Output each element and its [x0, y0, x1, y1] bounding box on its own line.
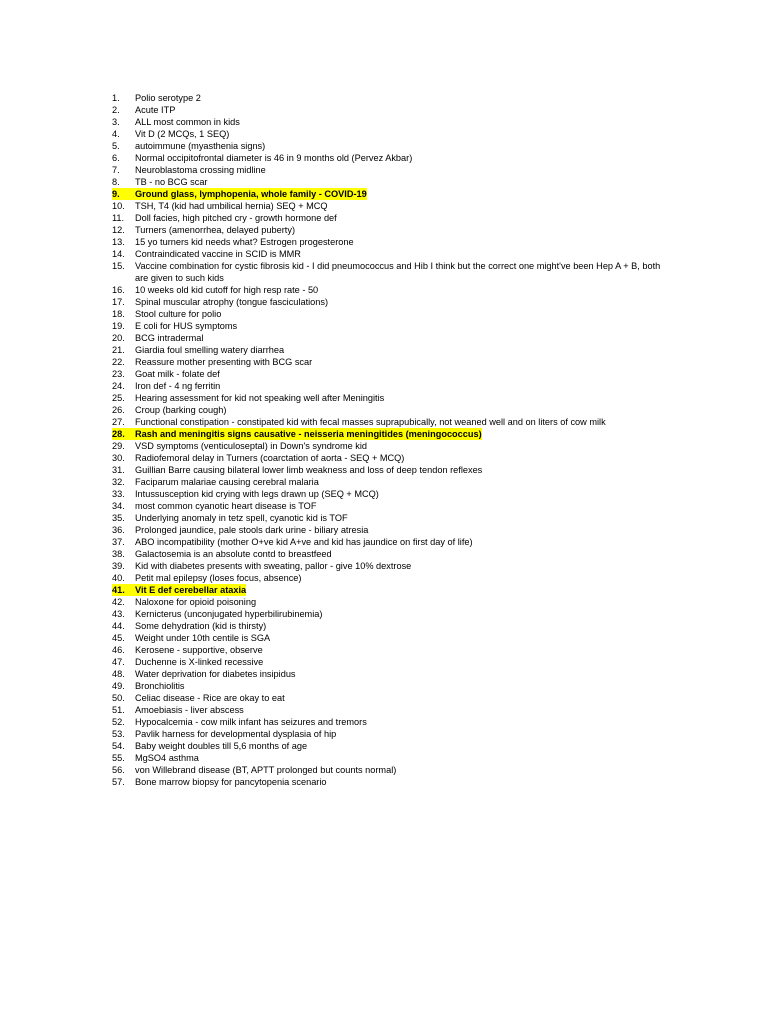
- list-item-number: 41.: [112, 584, 135, 596]
- list-item-text: Spinal muscular atrophy (tongue fasciculations): [135, 297, 329, 307]
- list-item-number: 17.: [112, 297, 125, 307]
- list-item: [112, 236, 672, 248]
- list-item-number: 32.: [112, 477, 125, 487]
- list-item: [112, 464, 672, 476]
- list-item: [112, 404, 672, 416]
- list-item: [112, 596, 672, 608]
- list-item-text: ABO incompatibility (mother O+ve kid A+ve and kid has jaundice on first day of life): [135, 537, 473, 547]
- list-item-text: Hypocalcemia - cow milk infant has seizures and tremors: [135, 717, 367, 727]
- list-item: [112, 620, 672, 632]
- list-item-text: BCG intradermal: [135, 333, 204, 343]
- list-item-text: Hearing assessment for kid not speaking well after Meningitis: [135, 393, 385, 403]
- list-item-number: 29.: [112, 441, 125, 451]
- list-item-text: Celiac disease - Rice are okay to eat: [135, 693, 285, 703]
- list-item: [112, 260, 672, 284]
- list-item-text: Naloxone for opioid poisoning: [135, 597, 257, 607]
- list-item-text: TSH, T4 (kid had umbilical hernia) SEQ + MCQ: [135, 201, 328, 211]
- list-item-text: Intussusception kid crying with legs drawn up (SEQ + MCQ): [135, 489, 379, 499]
- list-item-number: 57.: [112, 777, 125, 787]
- list-item-number: 6.: [112, 153, 120, 163]
- list-item: [112, 476, 672, 488]
- list-item-number: 3.: [112, 117, 120, 127]
- list-item-text: Reassure mother presenting with BCG scar: [135, 357, 313, 367]
- list-item-text: Water deprivation for diabetes insipidus: [135, 669, 296, 679]
- list-item-number: 23.: [112, 369, 125, 379]
- list-item-number: 34.: [112, 501, 125, 511]
- list-item-text: Croup (barking cough): [135, 405, 227, 415]
- list-item-number: 21.: [112, 345, 125, 355]
- list-item-text: Duchenne is X-linked recessive: [135, 657, 264, 667]
- list-item-number: 8.: [112, 177, 120, 187]
- list-item-text: TB - no BCG scar: [135, 177, 208, 187]
- list-item-number: 11.: [112, 213, 125, 223]
- list-item-text: Polio serotype 2: [135, 93, 201, 103]
- list-item-number: 10.: [112, 201, 125, 211]
- list-item-text: Kid with diabetes presents with sweating, pallor - give 10% dextrose: [135, 561, 412, 571]
- list-item-text: Baby weight doubles till 5,6 months of age: [135, 741, 308, 751]
- list-item-number: 16.: [112, 285, 125, 295]
- list-item-text: Vaccine combination for cystic fibrosis kid - I did pneumococcus and Hib I think but the correct one might've been Hep A + B, both are given to such kids: [135, 261, 661, 283]
- list-item-text: VSD symptoms (venticuloseptal) in Down's syndrome kid: [135, 441, 368, 451]
- list-item: [112, 116, 672, 128]
- list-item-number: 20.: [112, 333, 125, 343]
- list-item-number: 45.: [112, 633, 125, 643]
- list-item-number: 43.: [112, 609, 125, 619]
- list-item-text: Giardia foul smelling watery diarrhea: [135, 345, 285, 355]
- list-item: [112, 140, 672, 152]
- list-item-number: 4.: [112, 129, 120, 139]
- list-item: [112, 632, 672, 644]
- list-item: [112, 224, 672, 236]
- list-item-text: Pavlik harness for developmental dysplasia of hip: [135, 729, 337, 739]
- list-item-text: Vit E def cerebellar ataxia: [135, 585, 247, 595]
- list-item-number: 13.: [112, 237, 125, 247]
- list-item-text: Acute ITP: [135, 105, 176, 115]
- list-item: [112, 644, 672, 656]
- list-item-text: Functional constipation - constipated kid with fecal masses suprapubically, not weaned well and on liters of cow milk: [135, 417, 606, 427]
- list-item-number: 47.: [112, 657, 125, 667]
- list-item: [112, 128, 672, 140]
- list-item-text: Kernicterus (unconjugated hyperbilirubinemia): [135, 609, 323, 619]
- list-item-text: Doll facies, high pitched cry - growth hormone def: [135, 213, 337, 223]
- list-item-number: 55.: [112, 753, 125, 763]
- list-item-number: 31.: [112, 465, 125, 475]
- list-item-number: 18.: [112, 309, 125, 319]
- list-item-number: 46.: [112, 645, 125, 655]
- list-item-text: Radiofemoral delay in Turners (coarctation of aorta - SEQ + MCQ): [135, 453, 405, 463]
- list-item-number: 49.: [112, 681, 125, 691]
- list-item-number: 22.: [112, 357, 125, 367]
- list-item-number: 37.: [112, 537, 125, 547]
- list-item: [112, 740, 672, 752]
- list-item-text: Underlying anomaly in tetz spell, cyanotic kid is TOF: [135, 513, 348, 523]
- list-item-text: Iron def - 4 ng ferritin: [135, 381, 221, 391]
- list-item: [112, 164, 672, 176]
- list-item-number: 36.: [112, 525, 125, 535]
- list-item-number: 48.: [112, 669, 125, 679]
- list-item: [112, 368, 672, 380]
- list-item-text: Rash and meningitis signs causative - neisseria meningitides (meningococcus): [135, 429, 482, 439]
- list-item-number: 44.: [112, 621, 125, 631]
- list-item: [112, 248, 672, 260]
- list-item: [112, 500, 672, 512]
- list-item-text: Kerosene - supportive, observe: [135, 645, 263, 655]
- list-item: [112, 524, 672, 536]
- list-item: [112, 716, 672, 728]
- list-item: [112, 380, 672, 392]
- list-item-text: Faciparum malariae causing cerebral malaria: [135, 477, 319, 487]
- list-item-text: von Willebrand disease (BT, APTT prolonged but counts normal): [135, 765, 397, 775]
- list-item: [112, 440, 672, 452]
- list-item-number: 33.: [112, 489, 125, 499]
- list-item: [112, 176, 672, 188]
- list-item: [112, 308, 672, 320]
- list-item-text: Guillian Barre causing bilateral lower limb weakness and loss of deep tendon reflexes: [135, 465, 483, 475]
- list-item: [112, 704, 672, 716]
- list-item: [112, 728, 672, 740]
- list-item-text: Turners (amenorrhea, delayed puberty): [135, 225, 296, 235]
- list-item-text: ALL most common in kids: [135, 117, 240, 127]
- list-item-number: 54.: [112, 741, 125, 751]
- list-item-number: 42.: [112, 597, 125, 607]
- list-item: [112, 320, 672, 332]
- numbered-list: [112, 92, 672, 788]
- list-item: [112, 356, 672, 368]
- list-item-text: autoimmune (myasthenia signs): [135, 141, 266, 151]
- list-item-text: Vit D (2 MCQs, 1 SEQ): [135, 129, 230, 139]
- list-item: [112, 104, 672, 116]
- list-item-number: 50.: [112, 693, 125, 703]
- list-item: [112, 452, 672, 464]
- list-item: [112, 668, 672, 680]
- list-item-number: 19.: [112, 321, 125, 331]
- list-item-text: Bronchiolitis: [135, 681, 185, 691]
- list-item-text: Petit mal epilepsy (loses focus, absence): [135, 573, 302, 583]
- list-item: [112, 392, 672, 404]
- list-item-text: MgSO4 asthma: [135, 753, 199, 763]
- list-item: [112, 608, 672, 620]
- list-item: [112, 572, 672, 584]
- list-item-number: 24.: [112, 381, 125, 391]
- list-item: [112, 152, 672, 164]
- list-item: [112, 416, 672, 428]
- list-item-number: 39.: [112, 561, 125, 571]
- list-item: [112, 488, 672, 500]
- list-item: [112, 512, 672, 524]
- list-item-text: Galactosemia is an absolute contd to breastfeed: [135, 549, 332, 559]
- list-item-number: 15.: [112, 261, 125, 271]
- list-item-highlighted: [112, 188, 672, 200]
- list-item-number: 30.: [112, 453, 125, 463]
- list-item: [112, 284, 672, 296]
- list-item-number: 26.: [112, 405, 125, 415]
- list-item: [112, 212, 672, 224]
- list-item-text: Ground glass, lymphopenia, whole family - COVID-19: [135, 189, 367, 199]
- list-item: [112, 344, 672, 356]
- list-item-text: Stool culture for polio: [135, 309, 222, 319]
- list-item-number: 14.: [112, 249, 125, 259]
- list-item: [112, 92, 672, 104]
- list-item-number: 53.: [112, 729, 125, 739]
- list-item: [112, 332, 672, 344]
- list-item-number: 12.: [112, 225, 125, 235]
- list-item: [112, 692, 672, 704]
- list-item-text: Contraindicated vaccine in SCID is MMR: [135, 249, 301, 259]
- list-item-text: Bone marrow biopsy for pancytopenia scenario: [135, 777, 327, 787]
- list-item-number: 27.: [112, 417, 125, 427]
- list-item: [112, 764, 672, 776]
- list-item-highlighted: [112, 428, 672, 440]
- list-item: [112, 296, 672, 308]
- list-item: [112, 656, 672, 668]
- list-item-text: Weight under 10th centile is SGA: [135, 633, 271, 643]
- list-item: [112, 752, 672, 764]
- list-item: [112, 548, 672, 560]
- list-item-number: 38.: [112, 549, 125, 559]
- list-item-number: 52.: [112, 717, 125, 727]
- list-item-number: 40.: [112, 573, 125, 583]
- list-item-text: E coli for HUS symptoms: [135, 321, 238, 331]
- list-item-number: 25.: [112, 393, 125, 403]
- list-item-text: Amoebiasis - liver abscess: [135, 705, 244, 715]
- list-item-text: Some dehydration (kid is thirsty): [135, 621, 267, 631]
- list-item-number: 51.: [112, 705, 125, 715]
- list-item: [112, 776, 672, 788]
- list-item-number: 28.: [112, 428, 135, 440]
- list-item-text: Prolonged jaundice, pale stools dark urine - biliary atresia: [135, 525, 369, 535]
- list-item-number: 1.: [112, 93, 120, 103]
- list-item-text: most common cyanotic heart disease is TOF: [135, 501, 317, 511]
- list-item-text: Goat milk - folate def: [135, 369, 220, 379]
- list-item: [112, 200, 672, 212]
- list-item-text: Normal occipitofrontal diameter is 46 in 9 months old (Pervez Akbar): [135, 153, 413, 163]
- list-item: [112, 680, 672, 692]
- list-item-highlighted: [112, 584, 672, 596]
- list-item-number: 35.: [112, 513, 125, 523]
- list-item-text: 15 yo turners kid needs what? Estrogen progesterone: [135, 237, 354, 247]
- list-item-text: Neuroblastoma crossing midline: [135, 165, 266, 175]
- list-item-number: 56.: [112, 765, 125, 775]
- list-item-number: 7.: [112, 165, 120, 175]
- list-item-number: 9.: [112, 188, 135, 200]
- list-item-text: 10 weeks old kid cutoff for high resp rate - 50: [135, 285, 319, 295]
- list-item: [112, 560, 672, 572]
- list-item: [112, 536, 672, 548]
- list-item-number: 2.: [112, 105, 120, 115]
- list-item-number: 5.: [112, 141, 120, 151]
